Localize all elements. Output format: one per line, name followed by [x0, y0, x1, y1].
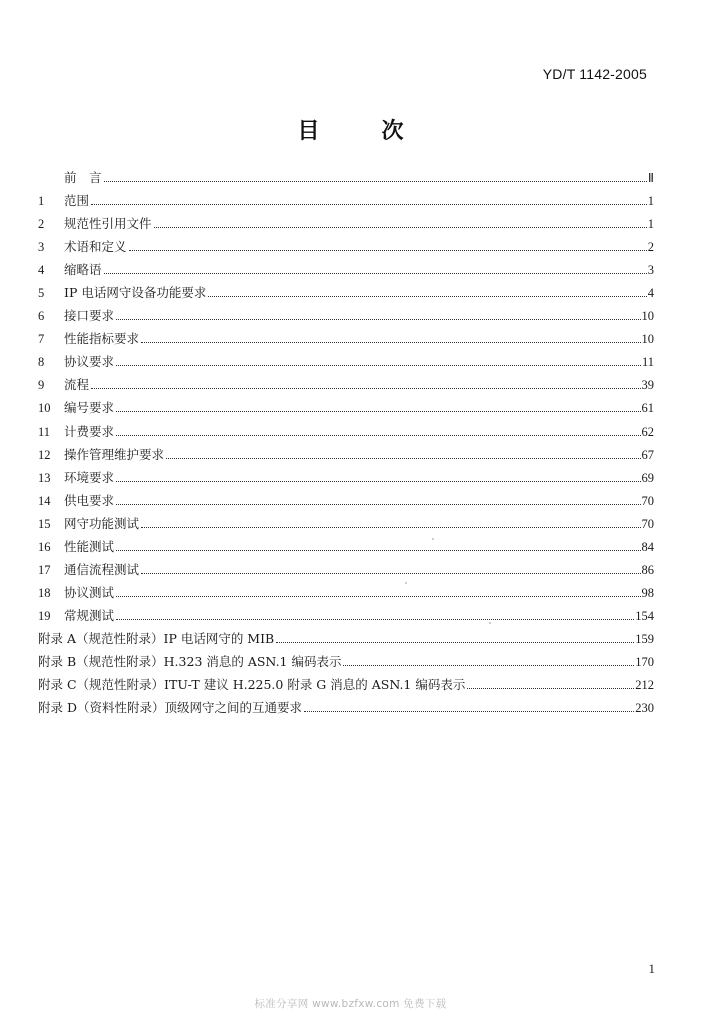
toc-entry-11[interactable]: [38, 420, 654, 443]
toc-entry-page: 170: [635, 654, 654, 669]
scan-speck: [489, 622, 491, 624]
toc-entry-6[interactable]: [38, 304, 654, 327]
toc-entry-17[interactable]: [38, 558, 654, 581]
page-title: [0, 114, 701, 145]
dot-leader: [129, 250, 647, 251]
toc-entry-label: 范围: [64, 193, 90, 209]
toc-entry-page: 10: [641, 332, 654, 347]
toc-entry-foreword[interactable]: [38, 166, 654, 189]
document-code: YD/T 1142-2005: [542, 66, 647, 82]
dot-leader: [104, 181, 647, 182]
dot-leader: [116, 411, 640, 412]
toc-entry-label: 前 言: [64, 170, 102, 185]
toc-entry-19[interactable]: [38, 604, 654, 627]
toc-entry-label: 操作管理维护要求: [64, 446, 165, 462]
dot-leader: [116, 550, 640, 551]
dot-leader: [141, 573, 640, 574]
toc-entry-18[interactable]: [38, 581, 654, 604]
toc-entry-label: 流程: [64, 377, 90, 393]
toc-entry-label: 接口要求: [64, 308, 115, 324]
toc-entry-page: 212: [635, 678, 654, 693]
toc-entry-number: 3: [38, 240, 45, 255]
toc-entry-page: 2: [647, 240, 654, 255]
toc-entry-number: 10: [38, 401, 51, 416]
toc-entry-page: 62: [641, 424, 654, 439]
toc-entry-page: 230: [635, 701, 654, 716]
toc-entry-page: 3: [647, 263, 654, 278]
scan-speck: [405, 582, 407, 584]
toc-entry-number: 8: [38, 355, 45, 370]
toc-entry-page: 69: [641, 470, 654, 485]
toc-entry-3[interactable]: [38, 235, 654, 258]
toc-entry-label: 编号要求: [64, 400, 115, 416]
dot-leader: [343, 665, 634, 666]
toc-entry-number: 11: [38, 424, 51, 439]
toc-entry-label: 缩略语: [64, 262, 102, 278]
dot-leader: [91, 388, 640, 389]
toc-entry-label: 环境要求: [64, 469, 115, 485]
dot-leader: [304, 711, 634, 712]
toc-entry-number: 19: [38, 608, 51, 623]
toc-entry-number: 1: [38, 194, 45, 209]
dot-leader: [141, 527, 640, 528]
toc-entry-14[interactable]: [38, 489, 654, 512]
toc-entry-page: 154: [635, 608, 654, 623]
toc-entry-label: IP 电话网守设备功能要求: [64, 285, 207, 301]
toc-entry-appendix-b[interactable]: [38, 650, 654, 673]
dot-leader: [166, 458, 640, 459]
toc-entry-number: 16: [38, 539, 51, 554]
toc-entry-page: 11: [641, 355, 654, 370]
dot-leader: [116, 365, 641, 366]
toc-entry-label: 附录 D（资料性附录）顶级网守之间的互通要求: [38, 700, 302, 716]
toc-entry-page: 4: [647, 286, 654, 301]
toc-entry-number: 9: [38, 378, 45, 393]
dot-leader: [276, 642, 634, 643]
dot-leader: [116, 596, 640, 597]
table-of-contents: [38, 166, 654, 719]
toc-entry-label: 通信流程测试: [64, 561, 140, 577]
toc-entry-number: 18: [38, 585, 51, 600]
toc-entry-8[interactable]: [38, 350, 654, 373]
toc-entry-5[interactable]: [38, 281, 654, 304]
toc-entry-number: 17: [38, 562, 51, 577]
toc-entry-label: 计费要求: [64, 423, 115, 439]
toc-entry-label: 性能测试: [64, 538, 115, 554]
page-number: 1: [648, 961, 655, 976]
dot-leader: [208, 296, 646, 297]
toc-entry-page: 10: [641, 309, 654, 324]
toc-entry-number: 12: [38, 447, 51, 462]
dot-leader: [467, 688, 634, 689]
toc-entry-number: 6: [38, 309, 45, 324]
toc-entry-10[interactable]: [38, 396, 654, 419]
toc-entry-page: 159: [635, 631, 654, 646]
toc-entry-page: 98: [641, 585, 654, 600]
toc-entry-label: 协议测试: [64, 584, 115, 600]
toc-entry-page: 1: [647, 217, 654, 232]
toc-entry-2[interactable]: [38, 212, 654, 235]
toc-entry-7[interactable]: [38, 327, 654, 350]
watermark-text: 标准分享网 www.bzfxw.com 免费下载: [254, 998, 447, 1010]
dot-leader: [116, 435, 640, 436]
toc-entry-number: 2: [38, 217, 45, 232]
toc-entry-page: 70: [641, 516, 654, 531]
toc-entry-appendix-c[interactable]: [38, 673, 654, 696]
toc-entry-label: 规范性引用文件: [64, 216, 152, 232]
scan-speck: [432, 538, 434, 540]
toc-entry-12[interactable]: [38, 443, 654, 466]
toc-entry-appendix-a[interactable]: [38, 627, 654, 650]
dot-leader: [116, 481, 640, 482]
toc-entry-number: 15: [38, 516, 51, 531]
toc-entry-16[interactable]: [38, 535, 654, 558]
dot-leader: [116, 619, 634, 620]
toc-entry-number: 5: [38, 286, 45, 301]
toc-entry-page: 61: [641, 401, 654, 416]
toc-entry-page: 67: [641, 447, 654, 462]
toc-entry-15[interactable]: [38, 512, 654, 535]
toc-entry-label: 协议要求: [64, 354, 115, 370]
toc-entry-label: 供电要求: [64, 492, 115, 508]
toc-entry-label: 附录 C（规范性附录）ITU-T 建议 H.225.0 附录 G 消息的 ASN.1 编码表示: [38, 677, 466, 693]
toc-entry-13[interactable]: [38, 466, 654, 489]
toc-entry-number: 7: [38, 332, 45, 347]
toc-entry-label: 网守功能测试: [64, 515, 140, 531]
dot-leader: [116, 319, 640, 320]
toc-entry-label: 常规测试: [64, 607, 115, 623]
toc-entry-label: 附录 A（规范性附录）IP 电话网守的 MIB: [38, 630, 275, 646]
dot-leader: [116, 504, 640, 505]
toc-entry-page: 1: [647, 194, 654, 209]
toc-entry-label: 性能指标要求: [64, 331, 140, 347]
toc-entry-page: 70: [641, 493, 654, 508]
toc-entry-number: 4: [38, 263, 45, 278]
title-char-2: 次: [381, 119, 404, 144]
toc-entry-number: 13: [38, 470, 51, 485]
dot-leader: [154, 227, 647, 228]
toc-entry-1[interactable]: [38, 189, 654, 212]
toc-entry-label: 附录 B（规范性附录）H.323 消息的 ASN.1 编码表示: [38, 653, 342, 669]
toc-entry-page: Ⅱ: [647, 171, 654, 185]
toc-entry-appendix-d[interactable]: [38, 696, 654, 719]
toc-entry-label: 术语和定义: [64, 239, 127, 255]
toc-entry-page: 39: [641, 378, 654, 393]
toc-entry-9[interactable]: [38, 373, 654, 396]
title-char-1: 目: [297, 119, 320, 144]
dot-leader: [91, 204, 647, 205]
dot-leader: [141, 342, 640, 343]
toc-entry-page: 86: [641, 562, 654, 577]
toc-entry-page: 84: [641, 539, 654, 554]
toc-entry-number: 14: [38, 493, 51, 508]
toc-entry-4[interactable]: [38, 258, 654, 281]
dot-leader: [104, 273, 647, 274]
